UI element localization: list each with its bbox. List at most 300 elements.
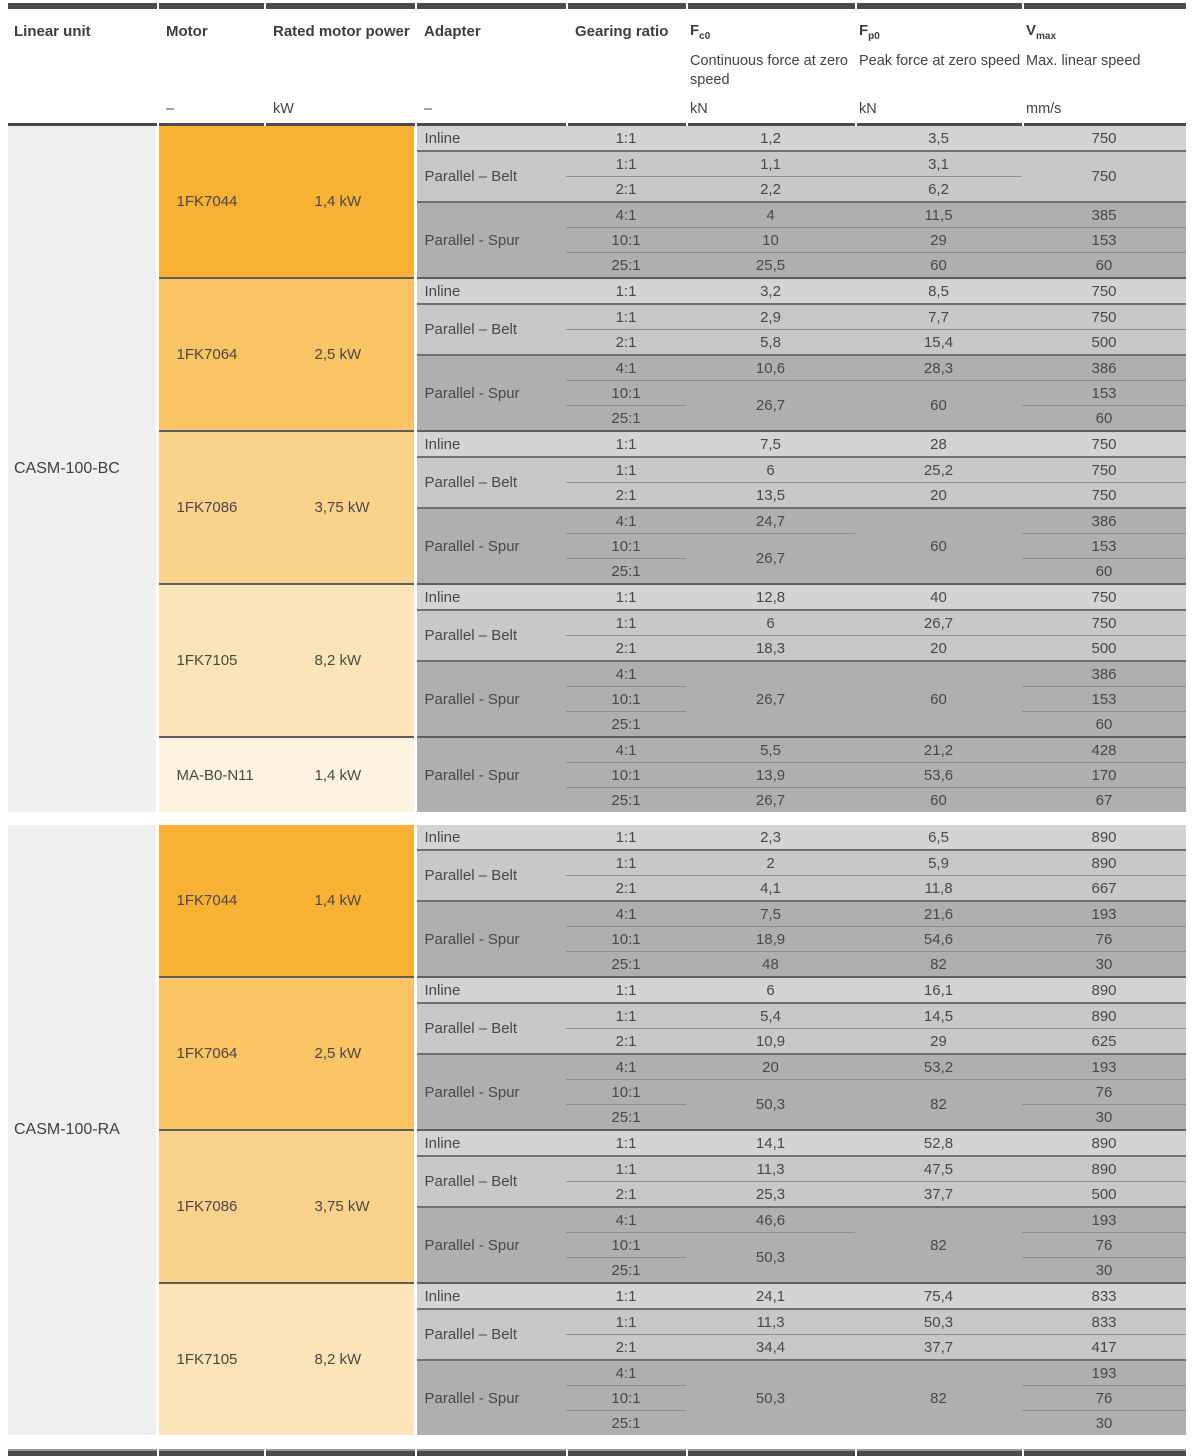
- fc0-cell: 5,4: [686, 1003, 855, 1029]
- vmax-cell: 750: [1022, 584, 1186, 610]
- adapter-cell: Parallel – Belt: [415, 151, 566, 202]
- vmax-cell: 428: [1022, 737, 1186, 763]
- fp0-cell: 20: [855, 483, 1022, 509]
- vmax-cell: 153: [1022, 381, 1186, 406]
- vmax-cell: 833: [1022, 1283, 1186, 1309]
- vmax-cell: 890: [1022, 850, 1186, 876]
- gearing-ratio-cell: 1:1: [566, 457, 686, 483]
- adapter-cell: Parallel - Spur: [415, 901, 566, 977]
- fp0-cell: 6,2: [855, 177, 1022, 203]
- vmax-cell: 153: [1022, 687, 1186, 712]
- fc0-cell: 26,7: [686, 661, 855, 737]
- vmax-cell: 153: [1022, 228, 1186, 253]
- motor-power-cell: [157, 126, 415, 278]
- rule-segment: [566, 1449, 686, 1456]
- table-header: [8, 9, 1186, 123]
- header-rule: [8, 123, 1186, 126]
- vmax-cell: 193: [1022, 1360, 1186, 1386]
- gearing-ratio-cell: 4:1: [566, 1054, 686, 1080]
- gearing-ratio-cell: 2:1: [566, 876, 686, 902]
- vmax-cell: 500: [1022, 636, 1186, 662]
- fp0-cell: 82: [855, 1360, 1022, 1435]
- vmax-cell: 385: [1022, 202, 1186, 228]
- rule-segment: [855, 123, 1022, 126]
- col-title: Linear unit: [14, 23, 91, 40]
- gearing-ratio-cell: 2:1: [566, 1182, 686, 1208]
- fp0-cell: 37,7: [855, 1335, 1022, 1361]
- fc0-cell: 2,2: [686, 177, 855, 203]
- fp0-cell: 3,5: [855, 126, 1022, 151]
- fp0-cell: 28: [855, 431, 1022, 457]
- col-title: Rated motor power: [273, 23, 410, 40]
- gearing-ratio-cell: 2:1: [566, 177, 686, 203]
- col-description: Peak force at zero speed: [859, 53, 1021, 69]
- fc0-cell: 26,7: [686, 788, 855, 813]
- table-row: [8, 126, 1186, 151]
- adapter-cell: Parallel - Spur: [415, 355, 566, 431]
- motor-power-label: 1,4 kW: [314, 193, 362, 210]
- fp0-cell: 50,3: [855, 1309, 1022, 1335]
- gearing-ratio-cell: 25:1: [566, 1105, 686, 1131]
- vmax-cell: 890: [1022, 825, 1186, 850]
- motor-label: 1FK7105: [176, 1351, 238, 1368]
- adapter-cell: Parallel – Belt: [415, 1309, 566, 1360]
- gearing-ratio-cell: 10:1: [566, 534, 686, 559]
- motor-power-cell: [157, 431, 415, 584]
- fp0-cell: 82: [855, 1080, 1022, 1131]
- table-row: [8, 1283, 1186, 1309]
- rule-segment: [566, 3, 686, 9]
- fp0-cell: 8,5: [855, 278, 1022, 304]
- fc0-cell: 2: [686, 850, 855, 876]
- rule-segment: [415, 1449, 566, 1456]
- fp0-cell: 21,6: [855, 901, 1022, 927]
- gearing-ratio-cell: 4:1: [566, 508, 686, 534]
- adapter-cell: Parallel – Belt: [415, 850, 566, 901]
- motor-power-inner: [159, 652, 414, 669]
- table-row: [8, 737, 1186, 763]
- fp0-cell: 82: [855, 1207, 1022, 1283]
- fp0-cell: 11,8: [855, 876, 1022, 902]
- fp0-cell: 6,5: [855, 825, 1022, 850]
- fp0-cell: 82: [855, 952, 1022, 978]
- fc0-cell: 4,1: [686, 876, 855, 902]
- gearing-ratio-cell: 10:1: [566, 763, 686, 788]
- col-symbol-letter: V: [1026, 22, 1037, 39]
- vmax-cell: 30: [1022, 952, 1186, 978]
- motor-label: 1FK7064: [176, 1045, 238, 1062]
- vmax-cell: 30: [1022, 1105, 1186, 1131]
- vmax-cell: 170: [1022, 763, 1186, 788]
- bottom-rule: [8, 1449, 1186, 1456]
- col-header-fp0: [855, 15, 1022, 119]
- spec-table-casm-100-bc: [8, 126, 1186, 812]
- motor-power-cell: [157, 825, 415, 977]
- fc0-cell: 26,7: [686, 534, 855, 585]
- gearing-ratio-cell: 4:1: [566, 1360, 686, 1386]
- gearing-ratio-cell: 4:1: [566, 661, 686, 687]
- gearing-ratio-cell: 2:1: [566, 1335, 686, 1361]
- fp0-cell: 26,7: [855, 610, 1022, 636]
- adapter-cell: Inline: [415, 584, 566, 610]
- col-title: Motor: [166, 23, 208, 40]
- col-header-adapter: [415, 15, 566, 119]
- motor-power-label: 2,5 kW: [314, 1045, 362, 1062]
- fc0-cell: 10,6: [686, 355, 855, 381]
- gearing-ratio-cell: 1:1: [566, 850, 686, 876]
- motor-power-inner: [159, 767, 414, 784]
- gearing-ratio-cell: 10:1: [566, 381, 686, 406]
- gearing-ratio-cell: 1:1: [566, 304, 686, 330]
- fp0-cell: 60: [855, 788, 1022, 813]
- fc0-cell: 46,6: [686, 1207, 855, 1233]
- fp0-cell: 60: [855, 381, 1022, 432]
- motor-power-label: 1,4 kW: [314, 766, 362, 784]
- vmax-cell: 667: [1022, 876, 1186, 902]
- col-unit: mm/s: [1026, 101, 1062, 117]
- fc0-cell: 25,5: [686, 253, 855, 279]
- gearing-ratio-cell: 25:1: [566, 788, 686, 813]
- vmax-cell: 60: [1022, 559, 1186, 585]
- motor-power-inner: [159, 346, 414, 363]
- col-unit: [575, 118, 686, 119]
- vmax-cell: 750: [1022, 457, 1186, 483]
- vmax-cell: 625: [1022, 1029, 1186, 1055]
- rule-segment: [686, 123, 855, 126]
- fc0-cell: 10: [686, 228, 855, 253]
- col-header-motor: [157, 15, 264, 119]
- spec-table-casm-100-ra: [8, 825, 1186, 1435]
- gearing-ratio-cell: 25:1: [566, 1258, 686, 1284]
- vmax-cell: 890: [1022, 1130, 1186, 1156]
- fc0-cell: 34,4: [686, 1335, 855, 1361]
- col-title: Adapter: [424, 23, 481, 40]
- motor-label: 1FK7086: [176, 499, 238, 516]
- vmax-cell: 30: [1022, 1411, 1186, 1436]
- table-row: [8, 825, 1186, 850]
- motor-power-label: 1,4 kW: [314, 892, 362, 909]
- rule-segment: [157, 3, 264, 9]
- adapter-cell: Parallel – Belt: [415, 304, 566, 355]
- motor-label: 1FK7086: [176, 1198, 238, 1215]
- motor-label: 1FK7105: [176, 652, 238, 669]
- col-unit: kN: [690, 101, 708, 117]
- vmax-cell: 890: [1022, 1003, 1186, 1029]
- vmax-cell: 833: [1022, 1309, 1186, 1335]
- spec-tables: [8, 126, 1186, 1435]
- fc0-cell: 6: [686, 457, 855, 483]
- gearing-ratio-cell: 2:1: [566, 330, 686, 356]
- vmax-cell: 193: [1022, 901, 1186, 927]
- fp0-cell: 7,7: [855, 304, 1022, 330]
- motor-power-cell: [157, 584, 415, 737]
- adapter-cell: Inline: [415, 126, 566, 151]
- col-symbol: [859, 15, 1022, 52]
- col-description: Max. linear speed: [1026, 53, 1141, 69]
- motor-power-cell: [157, 278, 415, 431]
- vmax-cell: 153: [1022, 534, 1186, 559]
- rule-segment: [8, 123, 157, 126]
- linear-unit-label: CASM-100-BC: [14, 460, 120, 477]
- fc0-cell: 50,3: [686, 1080, 855, 1131]
- vmax-cell: 890: [1022, 977, 1186, 1003]
- gearing-ratio-cell: 1:1: [566, 1130, 686, 1156]
- fc0-cell: 1,2: [686, 126, 855, 151]
- fc0-cell: 11,3: [686, 1156, 855, 1182]
- motor-power-inner: [159, 1045, 414, 1062]
- gearing-ratio-cell: 4:1: [566, 901, 686, 927]
- adapter-cell: Parallel - Spur: [415, 508, 566, 584]
- fp0-cell: 14,5: [855, 1003, 1022, 1029]
- table-row: [8, 278, 1186, 304]
- fc0-cell: 11,3: [686, 1309, 855, 1335]
- motor-power-cell: [157, 1130, 415, 1283]
- fc0-cell: 5,8: [686, 330, 855, 356]
- vmax-cell: 76: [1022, 1080, 1186, 1105]
- fc0-cell: 5,5: [686, 737, 855, 763]
- fc0-cell: 50,3: [686, 1233, 855, 1284]
- col-symbol: [690, 15, 855, 52]
- vmax-cell: 193: [1022, 1207, 1186, 1233]
- fc0-cell: 1,1: [686, 151, 855, 177]
- col-header-vmax: [1022, 15, 1186, 119]
- fp0-cell: 11,5: [855, 202, 1022, 228]
- adapter-cell: Inline: [415, 1283, 566, 1309]
- fp0-cell: 5,9: [855, 850, 1022, 876]
- vmax-cell: 386: [1022, 355, 1186, 381]
- adapter-cell: Parallel – Belt: [415, 1003, 566, 1054]
- motor-power-inner: [159, 1351, 414, 1368]
- fp0-cell: 20: [855, 636, 1022, 662]
- vmax-cell: 890: [1022, 1156, 1186, 1182]
- fc0-cell: 2,9: [686, 304, 855, 330]
- top-rule: [8, 3, 1186, 9]
- motor-label: 1FK7044: [176, 193, 238, 210]
- gearing-ratio-cell: 25:1: [566, 559, 686, 585]
- vmax-cell: 67: [1022, 788, 1186, 813]
- col-symbol-sub: p0: [868, 31, 880, 42]
- fc0-cell: 6: [686, 610, 855, 636]
- vmax-cell: 76: [1022, 1233, 1186, 1258]
- gearing-ratio-cell: 4:1: [566, 202, 686, 228]
- vmax-cell: 386: [1022, 508, 1186, 534]
- adapter-cell: Parallel – Belt: [415, 457, 566, 508]
- motor-power-inner: [159, 1198, 414, 1215]
- gearing-ratio-cell: 10:1: [566, 927, 686, 952]
- gearing-ratio-cell: 1:1: [566, 431, 686, 457]
- vmax-cell: 76: [1022, 927, 1186, 952]
- col-symbol-letter: F: [859, 22, 869, 39]
- fc0-cell: 14,1: [686, 1130, 855, 1156]
- rule-segment: [686, 3, 855, 9]
- adapter-cell: Inline: [415, 825, 566, 850]
- vmax-cell: 750: [1022, 278, 1186, 304]
- vmax-cell: 500: [1022, 330, 1186, 356]
- col-header-gearing: [566, 15, 686, 119]
- rule-segment: [566, 123, 686, 126]
- vmax-cell: 750: [1022, 126, 1186, 151]
- col-symbol-letter: F: [690, 22, 700, 39]
- gearing-ratio-cell: 1:1: [566, 1283, 686, 1309]
- gearing-ratio-cell: 2:1: [566, 483, 686, 509]
- gearing-ratio-cell: 10:1: [566, 1233, 686, 1258]
- rule-segment: [8, 3, 157, 9]
- fp0-cell: 29: [855, 228, 1022, 253]
- gearing-ratio-cell: 25:1: [566, 406, 686, 432]
- vmax-cell: 750: [1022, 151, 1186, 202]
- rule-segment: [157, 1449, 264, 1456]
- fp0-cell: 54,6: [855, 927, 1022, 952]
- adapter-cell: Parallel - Spur: [415, 737, 566, 812]
- fc0-cell: 7,5: [686, 431, 855, 457]
- vmax-cell: 750: [1022, 483, 1186, 509]
- fc0-cell: 13,9: [686, 763, 855, 788]
- col-unit: kN: [859, 101, 877, 117]
- motor-power-label: 8,2 kW: [314, 1351, 362, 1368]
- linear-unit-label: CASM-100-RA: [14, 1121, 120, 1138]
- motor-power-inner: [159, 499, 414, 516]
- rule-segment: [1022, 123, 1186, 126]
- fp0-cell: 60: [855, 508, 1022, 584]
- motor-label: 1FK7064: [176, 346, 238, 363]
- adapter-cell: Parallel - Spur: [415, 1360, 566, 1435]
- gearing-ratio-cell: 1:1: [566, 825, 686, 850]
- vmax-cell: 193: [1022, 1054, 1186, 1080]
- adapter-cell: Parallel – Belt: [415, 1156, 566, 1207]
- fp0-cell: 29: [855, 1029, 1022, 1055]
- gearing-ratio-cell: 1:1: [566, 151, 686, 177]
- vmax-cell: 386: [1022, 661, 1186, 687]
- gearing-ratio-cell: 25:1: [566, 952, 686, 978]
- rule-segment: [415, 3, 566, 9]
- fc0-cell: 18,3: [686, 636, 855, 662]
- gearing-ratio-cell: 10:1: [566, 228, 686, 253]
- fp0-cell: 53,6: [855, 763, 1022, 788]
- fp0-cell: 47,5: [855, 1156, 1022, 1182]
- motor-power-cell: [157, 977, 415, 1130]
- fc0-cell: 13,5: [686, 483, 855, 509]
- motor-power-cell: [157, 1283, 415, 1435]
- fc0-cell: 3,2: [686, 278, 855, 304]
- fc0-cell: 12,8: [686, 584, 855, 610]
- rule-segment: [686, 1449, 855, 1456]
- motor-power-inner: [159, 892, 414, 909]
- vmax-cell: 500: [1022, 1182, 1186, 1208]
- fc0-cell: 10,9: [686, 1029, 855, 1055]
- fc0-cell: 26,7: [686, 381, 855, 432]
- adapter-cell: Inline: [415, 1130, 566, 1156]
- fp0-cell: 60: [855, 661, 1022, 737]
- gearing-ratio-cell: 10:1: [566, 687, 686, 712]
- section-gap: [8, 812, 1186, 825]
- vmax-cell: 750: [1022, 610, 1186, 636]
- gearing-ratio-cell: 4:1: [566, 355, 686, 381]
- fc0-cell: 6: [686, 977, 855, 1003]
- vmax-cell: 60: [1022, 253, 1186, 279]
- rule-segment: [855, 3, 1022, 9]
- fp0-cell: 52,8: [855, 1130, 1022, 1156]
- col-unit: [14, 118, 157, 119]
- motor-power-label: 3,75 kW: [314, 1198, 370, 1215]
- vmax-cell: 60: [1022, 406, 1186, 432]
- motor-power-label: 2,5 kW: [314, 346, 362, 363]
- spec-sheet: [8, 3, 1186, 1456]
- motor-power-label: 3,75 kW: [314, 499, 370, 516]
- linear-unit-cell: [8, 825, 157, 1435]
- adapter-cell: Parallel - Spur: [415, 1207, 566, 1283]
- gearing-ratio-cell: 1:1: [566, 1003, 686, 1029]
- gearing-ratio-cell: 25:1: [566, 253, 686, 279]
- gearing-ratio-cell: 1:1: [566, 584, 686, 610]
- vmax-cell: 417: [1022, 1335, 1186, 1361]
- gearing-ratio-cell: 25:1: [566, 712, 686, 738]
- gearing-ratio-cell: 1:1: [566, 126, 686, 151]
- gearing-ratio-cell: 1:1: [566, 1309, 686, 1335]
- fp0-cell: 28,3: [855, 355, 1022, 381]
- col-title: Gearing ratio: [575, 23, 669, 40]
- col-symbol: [1026, 15, 1186, 52]
- fp0-cell: 53,2: [855, 1054, 1022, 1080]
- table-row: [8, 977, 1186, 1003]
- rule-segment: [415, 123, 566, 126]
- gearing-ratio-cell: 1:1: [566, 610, 686, 636]
- adapter-cell: Parallel - Spur: [415, 1054, 566, 1130]
- motor-label: MA-B0-N11: [176, 766, 254, 784]
- fp0-cell: 21,2: [855, 737, 1022, 763]
- col-description: Continuous force at zero speed: [690, 53, 848, 88]
- fp0-cell: 15,4: [855, 330, 1022, 356]
- rule-segment: [264, 1449, 415, 1456]
- gearing-ratio-cell: 25:1: [566, 1411, 686, 1436]
- motor-label: 1FK7044: [176, 892, 238, 909]
- gearing-ratio-cell: 1:1: [566, 278, 686, 304]
- rule-segment: [1022, 1449, 1186, 1456]
- fp0-cell: 25,2: [855, 457, 1022, 483]
- col-symbol-sub: max: [1036, 31, 1057, 42]
- rule-segment: [1022, 3, 1186, 9]
- col-header-rated_power: [264, 15, 415, 119]
- motor-power-inner: [159, 193, 414, 210]
- motor-power-cell: [157, 737, 415, 812]
- col-unit: kW: [273, 101, 294, 117]
- gearing-ratio-cell: 2:1: [566, 636, 686, 662]
- table-row: [8, 584, 1186, 610]
- vmax-cell: 76: [1022, 1386, 1186, 1411]
- table-row: [8, 431, 1186, 457]
- motor-power-label: 8,2 kW: [314, 652, 362, 669]
- gearing-ratio-cell: 4:1: [566, 737, 686, 763]
- fc0-cell: 7,5: [686, 901, 855, 927]
- fc0-cell: 18,9: [686, 927, 855, 952]
- col-symbol-sub: c0: [699, 31, 711, 42]
- gearing-ratio-cell: 2:1: [566, 1029, 686, 1055]
- rule-segment: [264, 123, 415, 126]
- fc0-cell: 24,1: [686, 1283, 855, 1309]
- col-header-fc0: [686, 15, 855, 119]
- gearing-ratio-cell: 1:1: [566, 977, 686, 1003]
- fp0-cell: 40: [855, 584, 1022, 610]
- adapter-cell: Inline: [415, 278, 566, 304]
- fp0-cell: 75,4: [855, 1283, 1022, 1309]
- fc0-cell: 20: [686, 1054, 855, 1080]
- fp0-cell: 16,1: [855, 977, 1022, 1003]
- fp0-cell: 3,1: [855, 151, 1022, 177]
- vmax-cell: 750: [1022, 431, 1186, 457]
- rule-segment: [264, 3, 415, 9]
- col-unit: –: [424, 101, 433, 117]
- adapter-cell: Parallel - Spur: [415, 202, 566, 278]
- fp0-cell: 37,7: [855, 1182, 1022, 1208]
